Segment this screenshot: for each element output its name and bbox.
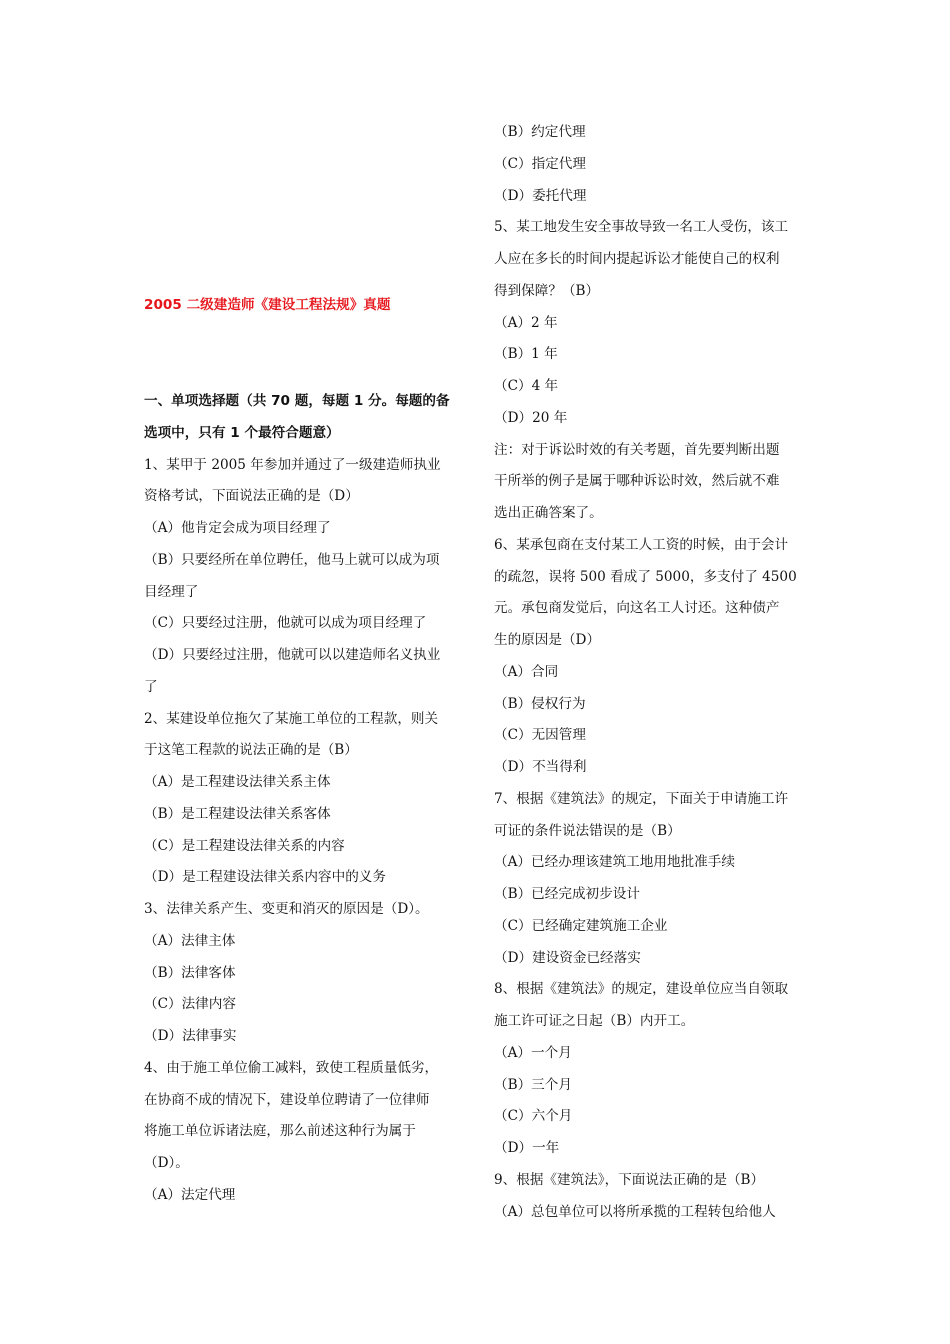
question-line: （B）已经完成初步设计 <box>494 886 640 902</box>
question-line: （B）是工程建设法律关系客体 <box>144 805 331 822</box>
question-line: （C）只要经过注册，他就可以成为项目经理了 <box>144 615 427 632</box>
question-line: （D）委托代理 <box>494 187 587 204</box>
question-line: （D）。 <box>144 1155 189 1171</box>
question-line: 5、某工地发生安全事故导致一名工人受伤，该工 <box>494 219 789 236</box>
question-line: 的疏忽，误将 500 看成了 5000，多支付了 4500 <box>494 568 797 585</box>
question-line: 了 <box>144 678 158 695</box>
section-heading-line: 一、单项选择题（共 70 题，每题 1 分。每题的备 <box>144 393 450 409</box>
question-line: （C）无因管理 <box>494 727 586 744</box>
document-title: 2005 二级建造师《建设工程法规》真题 <box>144 297 391 313</box>
question-line: （C）法律内容 <box>144 996 236 1013</box>
question-line: （C）是工程建设法律关系的内容 <box>144 837 345 854</box>
question-line: （A）总包单位可以将所承揽的工程转包给他人 <box>494 1203 776 1220</box>
question-line: 资格考试，下面说法正确的是（D） <box>144 488 359 505</box>
question-line: 9、根据《建筑法》，下面说法正确的是（B） <box>494 1171 765 1188</box>
question-line: 人应在多长的时间内提起诉讼才能使自己的权利 <box>494 251 780 267</box>
question-line: 在协商不成的情况下，建设单位聘请了一位律师 <box>144 1091 430 1108</box>
question-line: 施工许可证之日起（B）内开工。 <box>494 1013 695 1029</box>
question-line: （B）三个月 <box>494 1076 572 1093</box>
question-line: 8、根据《建筑法》的规定，建设单位应当自领取 <box>494 981 789 998</box>
question-line: （C）六个月 <box>494 1108 573 1125</box>
question-line: （A）他肯定会成为项目经理了 <box>144 520 331 536</box>
question-line: 4、由于施工单位偷工减料，致使工程质量低劣， <box>144 1059 439 1076</box>
question-line: （A）2 年 <box>494 314 558 331</box>
question-line: 6、某承包商在支付某工人工资的时候，由于会计 <box>494 536 789 553</box>
question-line: 7、根据《建筑法》的规定，下面关于申请施工许 <box>494 790 789 807</box>
question-line: （D）法律事实 <box>144 1028 237 1044</box>
question-line: 得到保障？（B） <box>494 282 600 299</box>
question-line: 注：对于诉讼时效的有关考题，首先要判断出题 <box>494 441 780 458</box>
question-line: （B）法律客体 <box>144 964 236 981</box>
question-line: （C）已经确定建筑施工企业 <box>494 917 668 934</box>
question-line: 选出正确答案了。 <box>494 505 603 521</box>
question-line: （C）4 年 <box>494 378 559 394</box>
question-line: 3、法律关系产生、变更和消灭的原因是（D）。 <box>144 901 429 917</box>
question-line: （B）1 年 <box>494 346 558 363</box>
question-line: （D）建设资金已经落实 <box>494 949 641 966</box>
question-line: （A）法律主体 <box>144 932 236 949</box>
question-line: 1、某甲于 2005 年参加并通过了一级建造师执业 <box>144 456 441 473</box>
question-line: （B）只要经所在单位聘任，他马上就可以成为项 <box>144 551 440 568</box>
question-line: 干所举的例子是属于哪种诉讼时效，然后就不难 <box>494 473 780 490</box>
question-line: （D）不当得利 <box>494 759 587 775</box>
question-line: 目经理了 <box>144 583 199 600</box>
section-heading-line: 选项中，只有 1 个最符合题意） <box>144 424 340 441</box>
question-line: 于这笔工程款的说法正确的是（B） <box>144 742 358 759</box>
question-line: （A）合同 <box>494 663 559 680</box>
question-line: （C）指定代理 <box>494 155 586 172</box>
question-line: （B）约定代理 <box>494 124 586 140</box>
question-line: （D）是工程建设法律关系内容中的义务 <box>144 869 386 886</box>
question-line: （D）一年 <box>494 1140 560 1156</box>
question-line: 生的原因是（D） <box>494 632 601 648</box>
question-line: （A）法定代理 <box>144 1186 236 1203</box>
question-line: 将施工单位诉诸法庭，那么前述这种行为属于 <box>144 1123 416 1140</box>
question-line: 2、某建设单位拖欠了某施工单位的工程款，则关 <box>144 710 439 727</box>
question-line: 可证的条件说法错误的是（B） <box>494 822 681 839</box>
question-line: 元。承包商发觉后，向这名工人讨还。这种债产 <box>494 600 780 617</box>
question-line: （A）一个月 <box>494 1044 572 1061</box>
question-line: （A）已经办理该建筑工地用地批准手续 <box>494 854 735 871</box>
question-line: （D）20 年 <box>494 409 568 426</box>
question-line: （D）只要经过注册，他就可以以建造师名义执业 <box>144 647 441 663</box>
question-line: （A）是工程建设法律关系主体 <box>144 774 331 790</box>
question-line: （B）侵权行为 <box>494 695 586 712</box>
